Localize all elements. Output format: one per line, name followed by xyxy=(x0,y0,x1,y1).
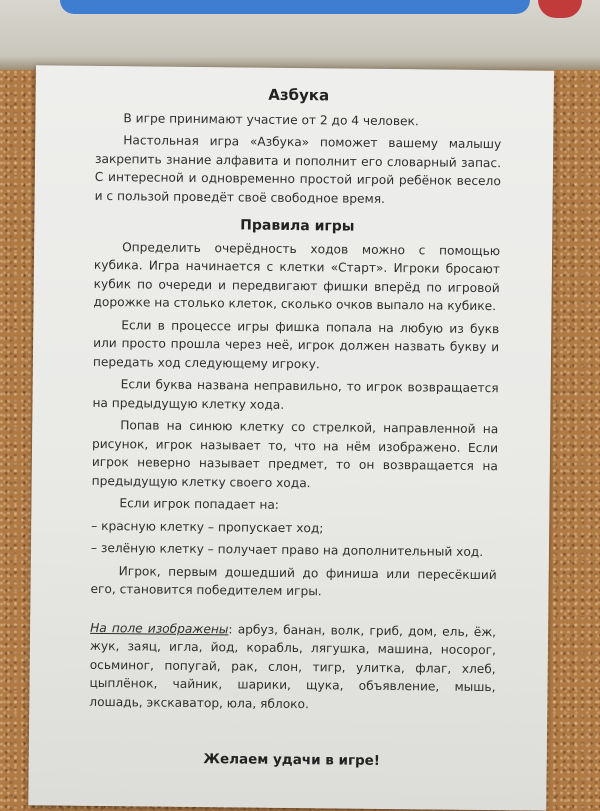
red-object-edge xyxy=(538,0,582,18)
bullet-green-cell: – зелёную клетку – получает право на дополнительный ход. xyxy=(90,540,484,559)
bullet-red-cell: – красную клетку – пропускает ход; xyxy=(91,518,324,535)
field-items-label: На поле изображены xyxy=(90,620,229,636)
intro-paragraph-1: В игре принимают участие от 2 до 4 человек. xyxy=(123,110,419,128)
rules-heading: Правила игры xyxy=(240,217,355,235)
rules-sheet xyxy=(28,65,554,810)
rule-paragraph-5: Если игрок попадает на: xyxy=(119,496,280,512)
field-items-list: : арбуз, банан, волк, гриб, дом, ель, ёж, жук, заяц, игла, йод, корабль, лягушка, машина, носорог, осьминог, попугай, рак, слон, тигр, улитка, флаг, хлеб, цыплёнок, чайник, шарики, щука, объявление, мышь, лошадь, экскаватор, юла, яблоко. xyxy=(89,621,497,711)
rule-paragraph-3: Если буква названа неправильно, то игрок возвращается на предыдущую клетку хода. xyxy=(92,377,499,412)
closing-wish: Желаем удачи в игре! xyxy=(203,751,381,769)
winner-paragraph: Игрок, первым дошедший до финиша или пересёкший его, становится победителем игры. xyxy=(90,563,497,599)
rule-paragraph-2: Если в процессе игры фишка попала на любую из букв или просто прошла через неё, игрок должен назвать букву и передать ход следующему игроку. xyxy=(92,317,500,371)
rule-paragraph-1: Определить очерёдность ходов можно с помощью кубика. Игра начинается с клетки «Старт». Игроки бросают кубик по очереди и передвигают фишки вперёд по игровой дорожке на столько клеток, сколько очков выпало на кубике. xyxy=(93,239,501,314)
sheet-content xyxy=(89,84,502,772)
rule-paragraph-4: Попав на синюю клетку со стрелкой, направленной на рисунок, игрок называет то, что на нём изображено. Если игрок неверно называет предмет, то он возвращается на предыдущую клетку своего хода. xyxy=(91,418,499,490)
background-top-band xyxy=(0,0,600,70)
field-items-paragraph xyxy=(89,618,496,715)
blue-poster-edge xyxy=(60,0,530,14)
intro-paragraph-2: Настольная игра «Азбука» поможет вашему малышу закрепить знание алфавита и пополнит его словарный запас. С интересной и одновременно простой игрой ребёнок весело и с пользой проведёт своё свободное время. xyxy=(94,133,502,206)
document-title: Азбука xyxy=(268,85,330,105)
